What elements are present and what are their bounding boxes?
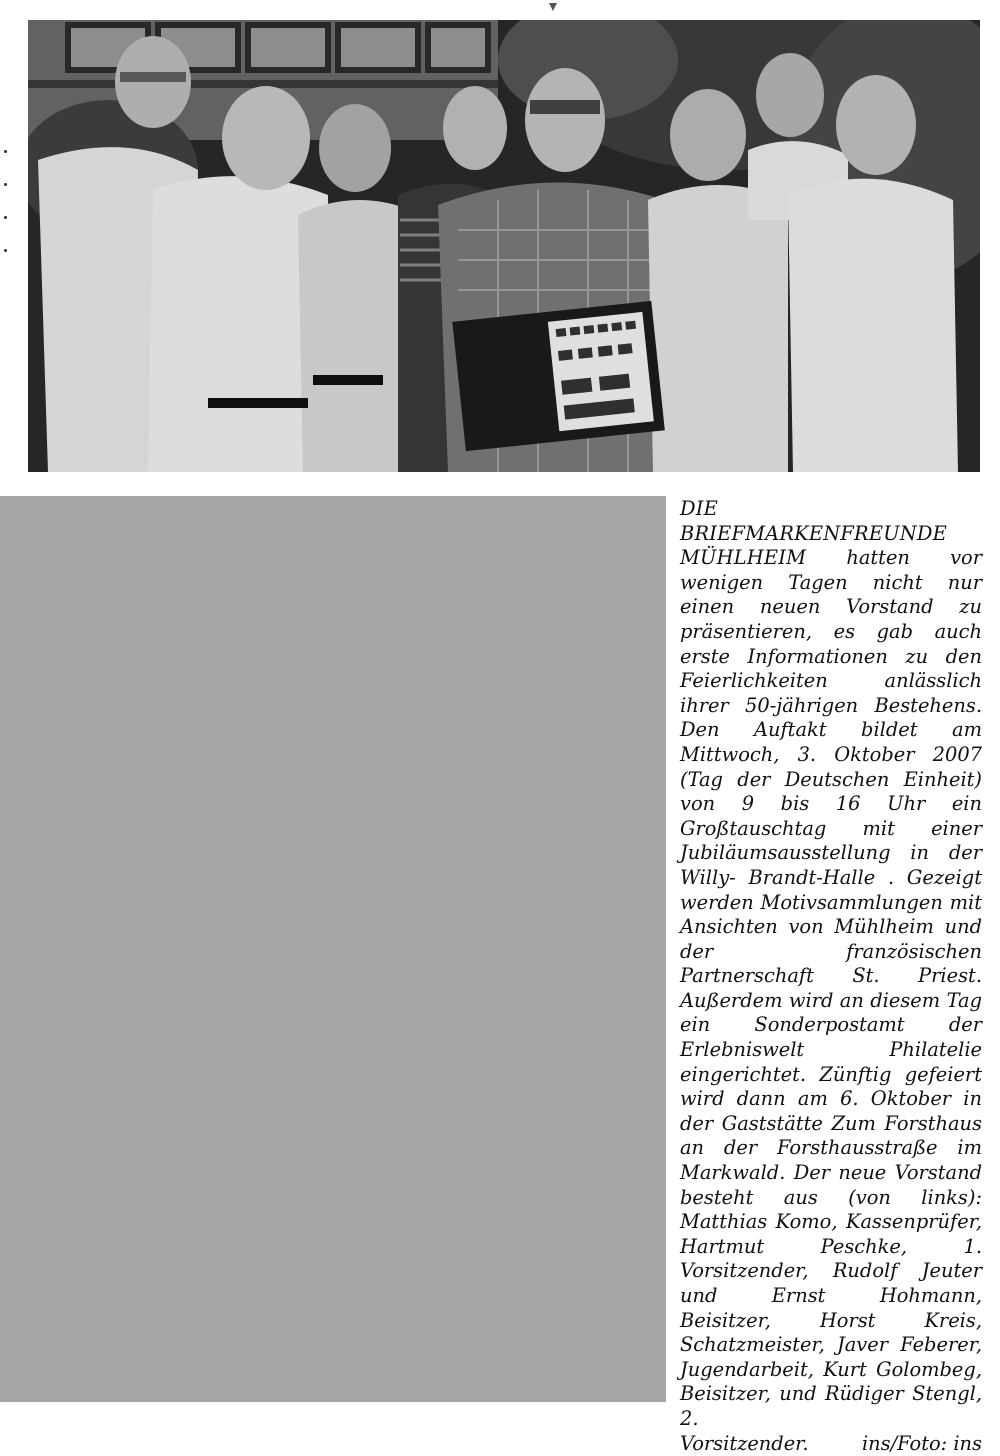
caption-last-word: Vorsitzender. — [680, 1431, 809, 1455]
caption-lead: DIE BRIEFMARKENFREUNDE MÜHLHEIM — [680, 497, 948, 570]
group-photo — [28, 20, 980, 472]
photo-credit: ins/Foto: ins — [861, 1431, 982, 1455]
redacted-area — [0, 496, 666, 1402]
margin-marks — [2, 150, 12, 280]
scan-marker — [549, 3, 557, 11]
photo-caption — [680, 497, 982, 1456]
caption-body: hatten vor wenigen Tagen nicht nur einen neuen Vorstand zu präsentieren, es gab auch erste Informationen zu den Feierlichkeiten anlässlich ihrer 50-jährigen Bestehens. Den Auftakt bildet am Mittwoch, 3. Oktober 2007 (Tag der Deutschen Einheit) von 9 bis 16 Uhr ein Großtauschtag mit einer Jubiläumsausstellung in der Willy- Brandt-Halle . Gezeigt werden Motivsammlungen mit Ansichten von Mühlheim und der französischen Partnerschaft St. Priest. Außerdem wird an diesem Tag ein Sonderpostamt der Erlebniswelt Philatelie eingerichtet. Zünftig gefeiert wird dann am 6. Oktober in der Gaststätte Zum Forsthaus an der Forsthausstraße im Markwald. Der neue Vorstand besteht aus (von links): Matthias Komo, Kassenprüfer, Hartmut Peschke, 1. Vorsitzender, Rudolf Jeuter und Ernst Hohmann, Beisitzer, Horst Kreis, Schatzmeister, Javer Feberer, Jugendarbeit, Kurt Golombeg, Beisitzer, und Rüdiger Stengl, 2. — [680, 546, 982, 1430]
caption-credit-line — [680, 1432, 982, 1456]
